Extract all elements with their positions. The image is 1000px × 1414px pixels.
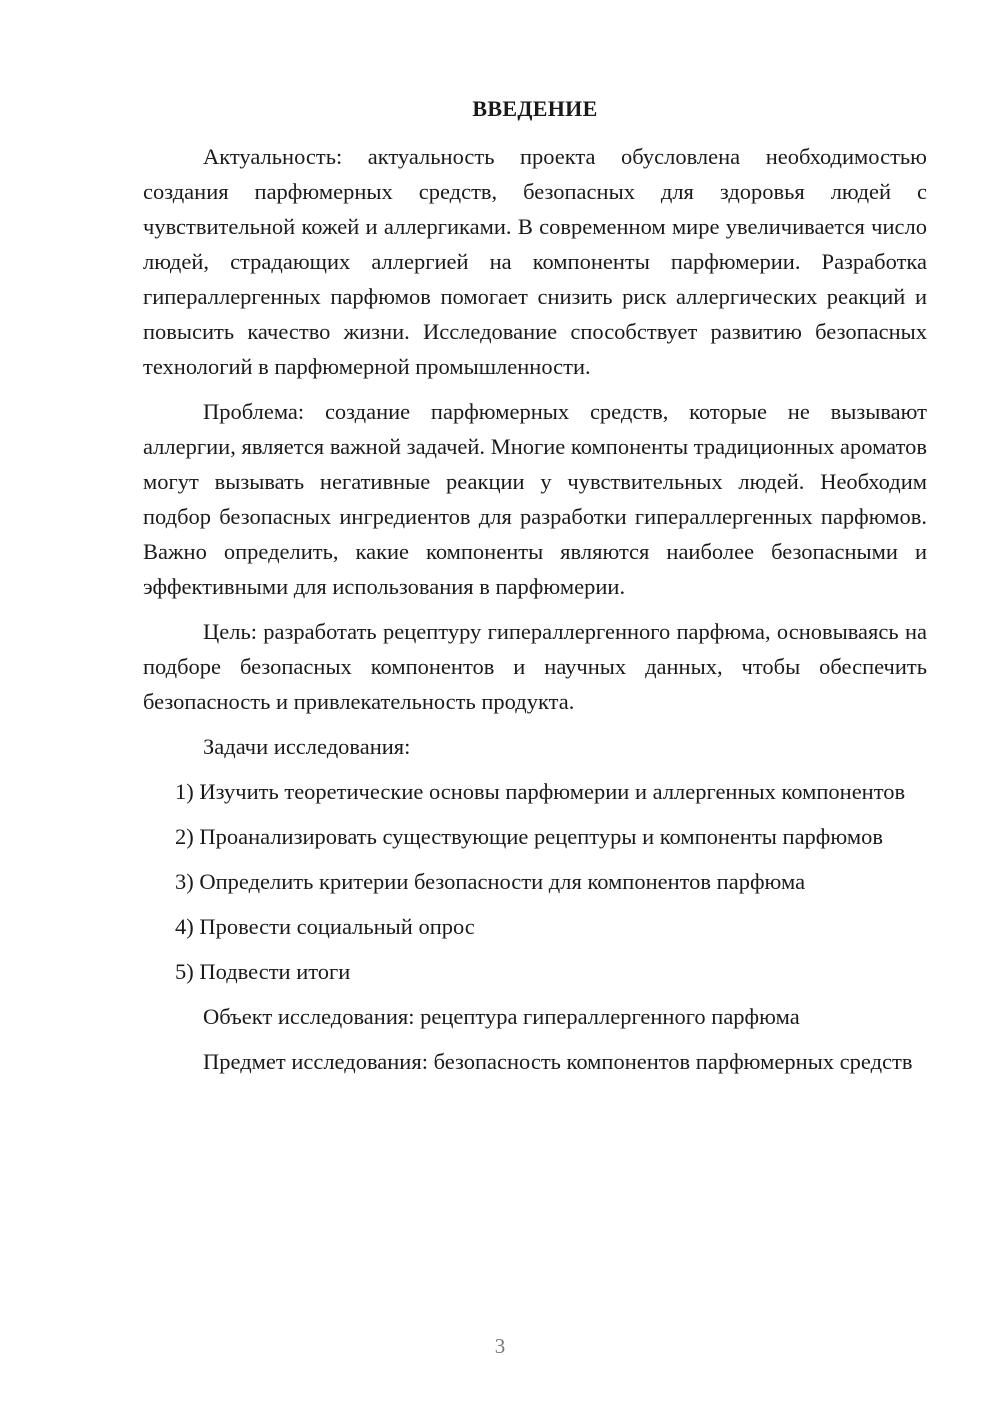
problem-paragraph: Проблема: создание парфюмерных средств, которые не вызывают аллергии, является важной задачей. Многие компоненты традиционных ароматов могут вызывать негативные реакции у чувствительных людей. Необходим подбор безопасных ингредиентов для разработки гипераллергенных парфюмов. Важно определить, какие компоненты являются наиболее безопасными и эффективными для использования в парфюмерии.: [143, 399, 927, 599]
page-title: ВВЕДЕНИЕ: [472, 96, 598, 121]
goal-paragraph: Цель: разработать рецептуру гипераллергенного парфюма, основываясь на подборе безопасных компонентов и научных данных, чтобы обеспечить безопасность и привлекательность продукта.: [143, 619, 927, 714]
task-item-2: 2) Проанализировать существующие рецептуры и компоненты парфюмов: [175, 824, 884, 849]
subject-paragraph: Предмет исследования: безопасность компонентов парфюмерных средств: [203, 1049, 913, 1074]
relevance-paragraph: Актуальность: актуальность проекта обусловлена необходимостью создания парфюмерных средств, безопасных для здоровья людей с чувствительной кожей и аллергиками. В современном мире увеличивается число людей, страдающих аллергией на компоненты парфюмерии. Разработка гипераллергенных парфюмов помогает снизить риск аллергических реакций и повысить качество жизни. Исследование способствует развитию безопасных технологий в парфюмерной промышленности.: [143, 144, 927, 379]
page-number: 3: [494, 1334, 506, 1358]
task-item-5: 5) Подвести итоги: [175, 959, 351, 984]
task-item-1: 1) Изучить теоретические основы парфюмерии и аллергенных компонентов: [175, 779, 906, 804]
tasks-list: [143, 774, 927, 989]
document-body: [143, 94, 927, 1089]
task-item-4: 4) Провести социальный опрос: [175, 914, 475, 939]
task-item-3: 3) Определить критерии безопасности для компонентов парфюма: [175, 869, 806, 894]
object-paragraph: Объект исследования: рецептура гипераллергенного парфюма: [203, 1004, 800, 1029]
tasks-heading: Задачи исследования:: [203, 734, 411, 759]
